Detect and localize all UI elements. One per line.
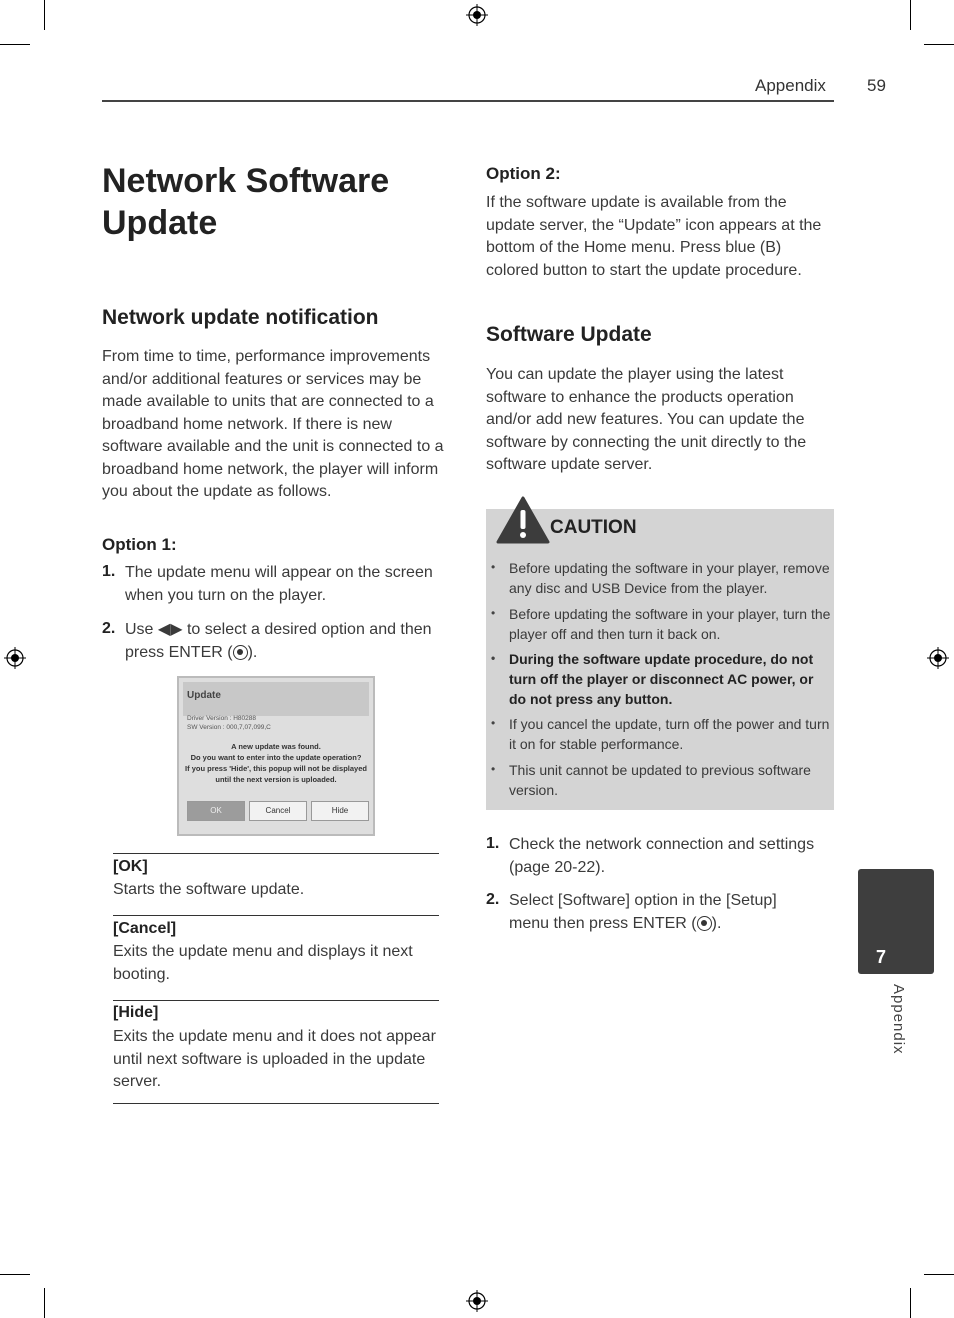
dialog-ok-button: OK	[187, 801, 245, 821]
term-cancel: [Cancel]	[113, 920, 177, 937]
term-cancel-desc: Exits the update menu and displays it next booting.	[113, 943, 413, 983]
caution-item: If you cancel the update, turn off the power and turn it on for stable performance.	[509, 716, 830, 752]
notify-body: From time to time, performance improvements and/or additional features or services may be made available to units that are connected to a broadband home network. If there is new software available and the unit is connected to a broadband home network, the player will inform you about the update as follows.	[102, 348, 444, 500]
registration-mark-icon	[466, 4, 488, 26]
software-update-body: You can update the player using the latest software to enhance the products operation and/or add new features. You can update the software by connecting the unit directly to the software update server.	[486, 366, 807, 473]
crop-mark	[924, 1274, 954, 1275]
caution-item: Before updating the software in your player, turn the player off and then turn it back on.	[509, 606, 831, 642]
step-text-part: ).	[711, 914, 722, 932]
term-divider	[113, 1103, 439, 1104]
crop-mark	[44, 0, 45, 30]
dialog-message-line: If you press 'Hide', this popup will not be displayed	[185, 764, 367, 773]
chapter-label: Appendix	[890, 984, 907, 1055]
update-dialog-screenshot	[177, 676, 375, 836]
term-ok: [OK]	[113, 858, 148, 875]
option2-heading: Option 2:	[486, 164, 561, 183]
dialog-hide-button: Hide	[311, 801, 369, 821]
registration-mark-icon	[927, 647, 949, 669]
enter-button-icon	[697, 916, 712, 931]
bullet: •	[491, 716, 496, 730]
chapter-number: 7	[876, 947, 887, 967]
step-text: The update menu will appear on the screen when you turn on the player.	[125, 564, 433, 604]
dialog-message-line: Do you want to enter into the update operation?	[190, 753, 362, 762]
notify-heading: Network update notification	[102, 306, 379, 329]
term-divider	[113, 1000, 439, 1001]
caution-item: Before updating the software in your player, remove any disc and USB Device from the player.	[509, 560, 830, 596]
registration-mark-icon	[4, 647, 26, 669]
dialog-sw-version: SW Version : 000,7,07,099,C	[187, 724, 271, 731]
crop-mark	[910, 1288, 911, 1318]
page-title: Network Software Update	[102, 162, 390, 242]
bullet: •	[491, 651, 496, 665]
header-section-label: Appendix	[755, 76, 826, 95]
step-text-part: Use ◀▶ to select a desired option and then press ENTER (	[125, 621, 432, 661]
caution-item-bold: During the software update procedure, do not turn off the player or disconnect AC power, or do not press any button.	[509, 651, 814, 707]
bullet: •	[491, 560, 496, 574]
crop-mark	[910, 0, 911, 30]
term-ok-desc: Starts the software update.	[113, 881, 305, 898]
term-hide: [Hide]	[113, 1004, 159, 1021]
software-update-heading: Software Update	[486, 323, 652, 346]
step-text: Check the network connection and settings (page 20-22).	[509, 836, 815, 876]
step-text-part: ).	[247, 643, 258, 661]
term-divider	[113, 853, 439, 854]
page-number: 59	[867, 76, 886, 95]
crop-mark	[924, 44, 954, 45]
step-text	[125, 619, 457, 664]
step-number: 2.	[102, 620, 116, 637]
dialog-message-line: until the next version is uploaded.	[215, 775, 337, 784]
dialog-message-line: A new update was found.	[231, 742, 321, 751]
header-rule	[102, 100, 834, 102]
caution-item: This unit cannot be updated to previous software version.	[509, 762, 811, 798]
crop-mark	[0, 44, 30, 45]
step-text	[509, 890, 809, 935]
term-divider	[113, 915, 439, 916]
bullet: •	[491, 762, 496, 776]
caution-title: CAUTION	[550, 517, 637, 538]
crop-mark	[44, 1288, 45, 1318]
registration-mark-icon	[466, 1290, 488, 1312]
crop-mark	[0, 1274, 30, 1275]
chapter-tab	[858, 869, 934, 974]
enter-button-icon	[233, 645, 248, 660]
dialog-cancel-button: Cancel	[249, 801, 307, 821]
option1-heading: Option 1:	[102, 535, 177, 554]
step-number: 1.	[486, 835, 500, 852]
term-hide-desc: Exits the update menu and it does not appear until next software is uploaded in the update server.	[113, 1028, 436, 1090]
bullet: •	[491, 606, 496, 620]
step-number: 1.	[102, 563, 116, 580]
dialog-title: Update	[187, 690, 221, 701]
step-text-part: Select [Software] option in the [Setup] menu then press ENTER (	[509, 892, 777, 932]
option2-body: If the software update is available from the update server, the “Update” icon appears at the bottom of the Home menu. Press blue (B) colored button to start the update procedure.	[486, 194, 822, 279]
warning-icon	[496, 496, 550, 544]
step-number: 2.	[486, 891, 500, 908]
dialog-driver-version: Driver Version : H80288	[187, 715, 257, 722]
